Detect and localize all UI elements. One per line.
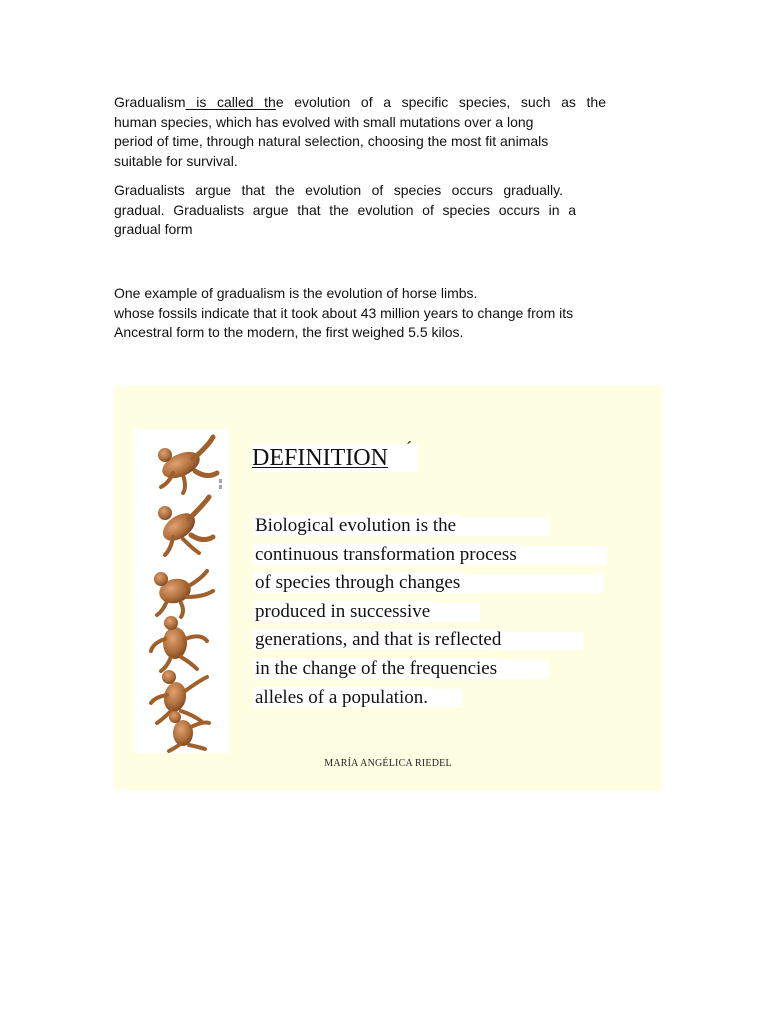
definition-line: alleles of a population. xyxy=(253,684,607,713)
paragraph-line: gradual form xyxy=(114,221,193,237)
paragraph-gradualists-argue xyxy=(114,181,606,240)
slide-author: MARÍA ANGÉLICA RIEDEL xyxy=(324,758,452,769)
figure-4 xyxy=(151,616,207,671)
figure-1 xyxy=(158,437,217,493)
definition-slide-image xyxy=(114,386,662,790)
paragraph-line: One example of gradualism is the evolution of horse limbs. xyxy=(114,285,478,301)
paragraph-horse-example xyxy=(114,284,606,343)
slide-title: DEFINITION ´ xyxy=(252,444,418,472)
definition-text xyxy=(253,512,607,712)
paragraph-line: Gradualists argue that the evolution of species occurs gradually. xyxy=(114,182,563,198)
figure-6 xyxy=(169,711,209,751)
paragraph-line: suitable for survival. xyxy=(114,152,238,169)
underlined-phrase: is called th xyxy=(185,94,276,110)
figure-2 xyxy=(158,497,213,555)
definition-line: generations, and that is reflected xyxy=(253,626,607,655)
paragraph-line: Gradualism is called the evolution of a specific species, such as the xyxy=(114,94,606,110)
definition-line: produced in successive xyxy=(253,598,607,627)
definition-line: Biological evolution is the xyxy=(253,512,607,541)
evolution-figures-illustration xyxy=(133,429,229,753)
definition-line: of species through changes xyxy=(253,569,607,598)
definition-line: continuous transformation process xyxy=(253,541,607,570)
paragraph-line: gradual. Gradualists argue that the evolution of species occurs in a xyxy=(114,201,576,218)
paragraph-line: period of time, through natural selection, choosing the most fit animals xyxy=(114,133,549,149)
human-evolution-figures-image xyxy=(133,429,229,753)
paragraph-line: Ancestral form to the modern, the first weighed 5.5 kilos. xyxy=(114,324,464,340)
paragraph-gradualism-definition xyxy=(114,93,606,171)
paragraph-line: human species, which has evolved with small mutations over a long xyxy=(114,113,534,130)
paragraph-line: whose fossils indicate that it took about 43 million years to change from its xyxy=(114,304,574,321)
figure-3 xyxy=(154,571,213,617)
definition-line: in the change of the frequencies xyxy=(253,655,607,684)
